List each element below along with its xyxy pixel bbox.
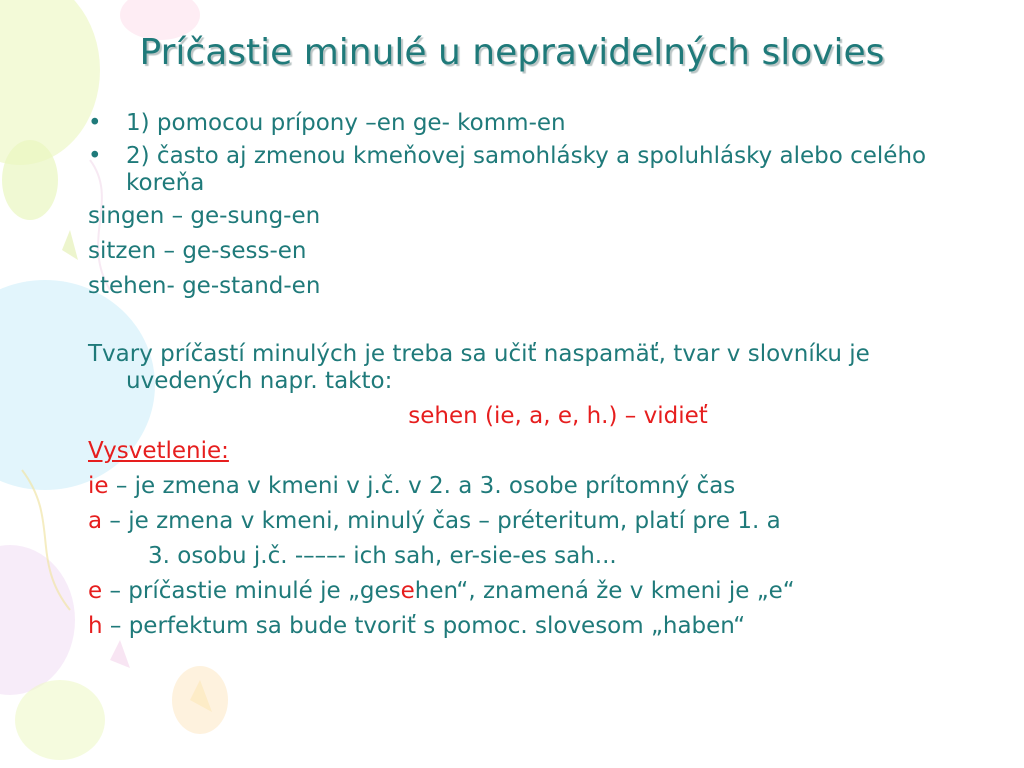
bullet-item (88, 143, 988, 197)
bullet-item (88, 110, 988, 137)
bullet-icon: • (88, 110, 102, 136)
explanation-text: – príčastie minulé je „ges (102, 578, 401, 604)
explanation-text: – je zmena v kmeni, minulý čas – préteritum, platí pre 1. a (102, 508, 781, 534)
spacer (88, 308, 988, 341)
explanation-text: – perfektum sa bude tvoriť s pomoc. slovesom „haben“ (102, 613, 746, 639)
explanation-key: e (88, 578, 103, 604)
explanation-e (88, 578, 988, 605)
explanation-h (88, 613, 988, 640)
explanation-heading: Vysvetlenie: (88, 438, 229, 464)
bullet-icon: • (88, 143, 102, 169)
explanation-key: a (88, 508, 103, 534)
explanation-key: ie (88, 473, 109, 499)
example-line: stehen- ge-stand-en (88, 273, 321, 299)
dictionary-example: sehen (ie, a, e, h.) – vidieť (408, 403, 708, 429)
slide-body (88, 110, 988, 648)
explanation-text: hen“, znamená že v kmeni je „e“ (414, 578, 795, 604)
explanation-a-continuation: 3. osobu j.č. -–––- ich sah, er-sie-es sah... (148, 543, 617, 569)
explanation-ie (88, 473, 988, 500)
explanation-highlight: e (400, 578, 415, 604)
explanation-a (88, 508, 988, 535)
bullet-text: 1) pomocou prípony –en ge- komm-en (126, 110, 566, 136)
explanation-key: h (88, 613, 103, 639)
example-line: singen – ge-sung-en (88, 203, 321, 229)
explanation-text: – je zmena v kmeni v j.č. v 2. a 3. osobe prítomný čas (108, 473, 736, 499)
slide-title: Príčastie minulé u nepravidelných slovies (139, 32, 885, 73)
example-line: sitzen – ge-sess-en (88, 238, 307, 264)
forms-note: Tvary príčastí minulých je treba sa učiť naspamäť, tvar v slovníku je uvedených napr. takto: (88, 341, 870, 394)
bullet-text: 2) často aj zmenou kmeňovej samohlásky a spoluhlásky alebo celého koreňa (126, 143, 927, 196)
